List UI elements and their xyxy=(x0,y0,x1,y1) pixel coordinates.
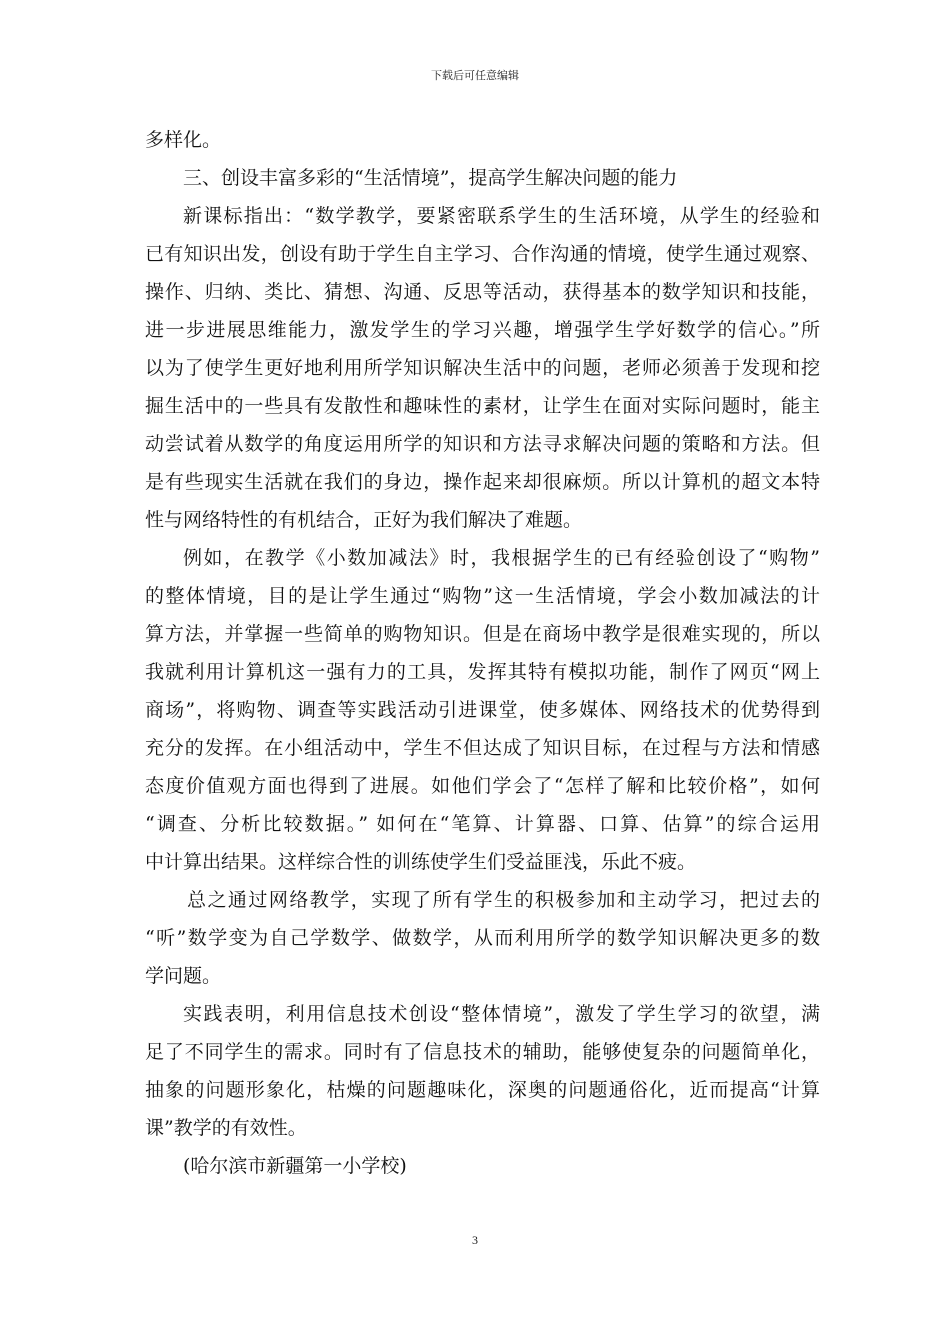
text-line: 抽象的问题形象化，枯燥的问题趣味化，深奥的问题通俗化，近而提高“计算 xyxy=(145,1079,820,1101)
text-line: 是有些现实生活就在我们的身边，操作起来却很麻烦。所以计算机的超文本特 xyxy=(145,471,820,493)
text-line: 操作、归纳、类比、猜想、沟通、反思等活动，获得基本的数学知识和技能， xyxy=(145,281,820,303)
text-line: 课”教学的有效性。 xyxy=(145,1117,307,1139)
text-line: 商场”，将购物、调查等实践活动引进课堂，使多媒体、网络技术的优势得到 xyxy=(145,699,820,721)
text-line: 已有知识出发，创设有助于学生自主学习、合作沟通的情境，使学生通过观察、 xyxy=(145,243,820,265)
text-line: 中计算出结果。这样综合性的训练使学生们受益匪浅，乐此不疲。 xyxy=(145,851,697,873)
page-header: 下载后可任意编辑 xyxy=(431,69,519,82)
text-line: 算方法，并掌握一些简单的购物知识。但是在商场中教学是很难实现的，所以 xyxy=(145,623,820,645)
text-line: 实践表明，利用信息技术创设“整体情境”，激发了学生学习的欲望，满 xyxy=(183,1003,820,1025)
text-line: 的整体情境，目的是让学生通过“购物”这一生活情境，学会小数加减法的计 xyxy=(145,585,820,607)
text-line: 例如，在教学《小数加减法》时，我根据学生的已有经验创设了“购物” xyxy=(183,547,820,569)
text-line: 足了不同学生的需求。同时有了信息技术的辅助，能够使复杂的问题简单化， xyxy=(145,1041,820,1063)
text-line: “调查、分析比较数据。” 如何在“笔算、计算器、口算、估算”的综合运用 xyxy=(145,813,820,835)
text-line: 进一步进展思维能力，激发学生的学习兴趣，增强学生学好数学的信心。”所 xyxy=(145,319,820,341)
text-line: 掘生活中的一些具有发散性和趣味性的素材，让学生在面对实际问题时，能主 xyxy=(145,395,820,417)
text-line: 态度价值观方面也得到了进展。如他们学会了“怎样了解和比较价格”，如何 xyxy=(145,775,820,797)
text-line: 动尝试着从数学的角度运用所学的知识和方法寻求解决问题的策略和方法。但 xyxy=(145,433,820,455)
text-line: 以为了使学生更好地利用所学知识解决生活中的问题，老师必须善于发现和挖 xyxy=(145,357,820,379)
text-line: 学问题。 xyxy=(145,965,222,987)
text-line: 我就利用计算机这一强有力的工具，发挥其特有模拟功能，制作了网页“网上 xyxy=(145,661,820,683)
text-line: 总之通过网络教学，实现了所有学生的积极参加和主动学习，把过去的 xyxy=(187,889,820,911)
text-line: 充分的发挥。在小组活动中，学生不但达成了知识目标，在过程与方法和情感 xyxy=(145,737,820,759)
text-line: 性与网络特性的有机结合，正好为我们解决了难题。 xyxy=(145,509,583,531)
page-number: 3 xyxy=(472,1233,478,1247)
author-affiliation: (哈尔滨市新疆第一小学校) xyxy=(183,1155,407,1177)
document-body xyxy=(145,125,820,1189)
section-heading: 三、创设丰富多彩的“生活情境”，提高学生解决问题的能力 xyxy=(183,167,678,189)
text-line: “听”数学变为自己学数学、做数学，从而利用所学的数学知识解决更多的数 xyxy=(145,927,820,949)
text-line: 多样化。 xyxy=(145,129,222,151)
text-line: 新课标指出：“数学教学，要紧密联系学生的生活环境，从学生的经验和 xyxy=(183,205,820,227)
